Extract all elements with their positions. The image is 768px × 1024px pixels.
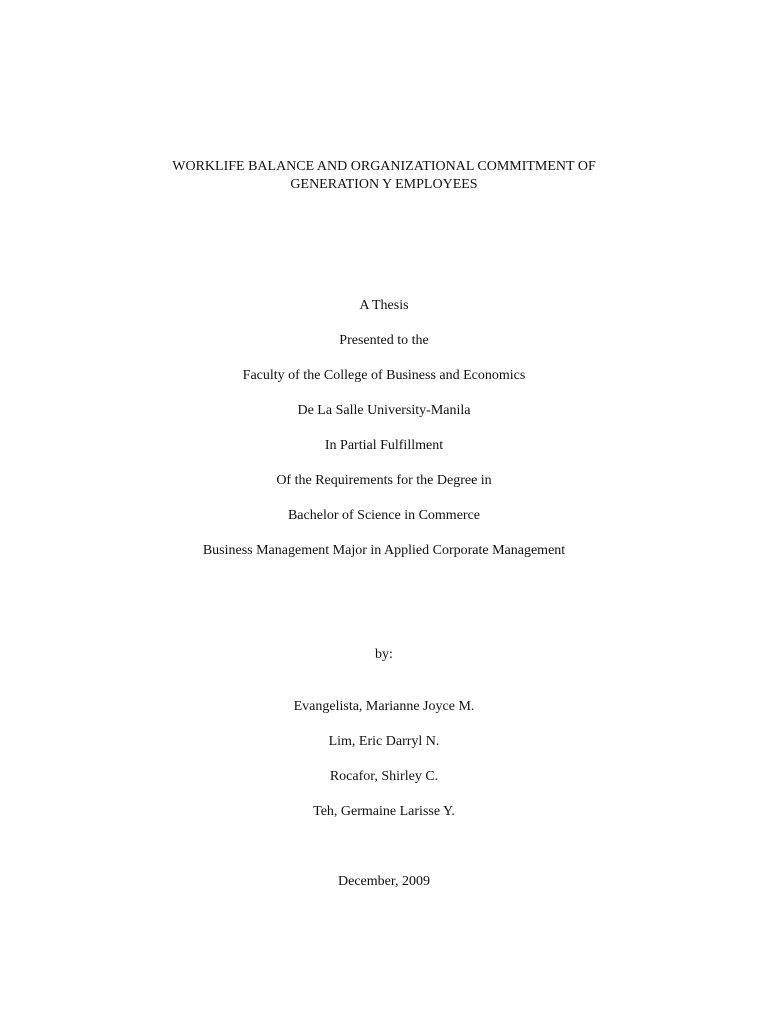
university-name: De La Salle University-Manila [297,403,471,418]
document-type: A Thesis [359,298,409,313]
author-name: Evangelista, Marianne Joyce M. [293,699,475,714]
submission-date: December, 2009 [338,874,430,889]
author-name: Rocafor, Shirley C. [329,769,439,784]
degree-name: Bachelor of Science in Commerce [287,508,481,523]
partial-fulfillment: In Partial Fulfillment [324,438,444,453]
author-name: Teh, Germaine Larisse Y. [313,804,455,819]
faculty-name: Faculty of the College of Business and Economics [242,368,526,383]
author-name: Lim, Eric Darryl N. [328,734,440,749]
presented-to: Presented to the [339,333,429,348]
thesis-title-line-1: WORKLIFE BALANCE AND ORGANIZATIONAL COMMITMENT OF [172,159,596,174]
requirements-line: Of the Requirements for the Degree in [276,473,492,488]
byline: by: [375,647,393,662]
major-name: Business Management Major in Applied Corporate Management [202,543,566,558]
thesis-title-line-2: GENERATION Y EMPLOYEES [290,177,478,192]
